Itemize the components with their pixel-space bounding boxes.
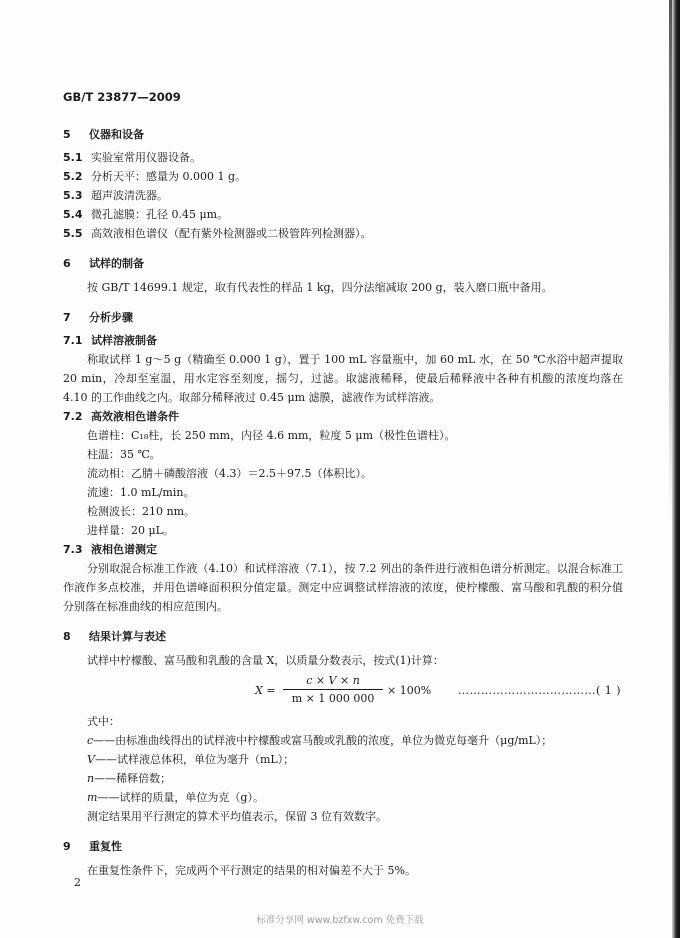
section-7-heading: 7 分析步骤 [63,311,133,324]
watermark: 标准分享网 www.bzfxw.com 免费下载 [256,915,424,926]
hplc-temperature: 柱温：35 ℃。 [87,448,161,461]
section-8-heading: 8 结果计算与表述 [63,630,166,643]
item-5-3: 5.3 超声波清洗器。 [63,189,168,202]
formula-1 [63,672,623,708]
section-6-text: 按 GB/T 14699.1 规定，取有代表性的样品 1 kg，四分法缩减取 200 g，装入磨口瓶中备用。 [87,281,553,294]
item-5-5: 5.5 高效液相色谱仪（配有紫外检测器或二极管阵列检测器）。 [63,227,372,240]
item-5-4: 5.4 微孔滤膜：孔径 0.45 μm。 [63,208,229,221]
result-rule: 测定结果用平行测定的算术平均值表示，保留 3 位有效数字。 [87,810,387,823]
where-label: 式中： [87,715,120,728]
definition-m: m——试样的质量，单位为克（g）。 [87,791,264,804]
hplc-wavelength: 检测波长：210 nm。 [87,505,196,518]
section-5-heading: 5 仪器和设备 [63,128,144,141]
subsection-7-3-heading: 7.3 液相色谱测定 [63,543,157,556]
subsection-7-3-text: 分别取混合标准工作液（4.10）和试样溶液（7.1），按 7.2 列出的条件进行液相色谱分析测定。以混合标准工作液作多点校准，并用色谱峰面积积分值定量。测定中应调整试样溶液的浓度，使柠檬酸、富马酸和乳酸的积分值分别落在标准曲线的相应范围内。 [63,562,623,613]
formula-fraction [283,672,383,707]
item-5-2: 5.2 分析天平：感量为 0.000 1 g。 [63,170,247,183]
formula-lhs: X = [255,684,276,697]
section-9-text: 在重复性条件下，完成两个平行测定的结果的相对偏差不大于 5%。 [87,864,416,877]
scan-edge [672,0,680,938]
standard-number-header: GB/T 23877—2009 [63,90,181,104]
definition-c: c——由标准曲线得出的试样液中柠檬酸或富马酸或乳酸的浓度，单位为微克每毫升（μg/mL）； [87,734,553,747]
formula-suffix: × 100% [387,684,432,697]
hplc-column: 色谱柱：C₁₈柱，长 250 mm，内径 4.6 mm，粒度 5 μm（极性色谱柱）。 [87,429,456,442]
hplc-flow-rate: 流速：1.0 mL/min。 [87,486,195,499]
formula-number: ………………………………( 1 ) [458,684,622,697]
section-6-heading: 6 试样的制备 [63,257,144,270]
item-5-1: 5.1 实验室常用仪器设备。 [63,151,201,164]
section-8-intro: 试样中柠檬酸、富马酸和乳酸的含量 X，以质量分数表示，按式(1)计算： [87,654,444,667]
hplc-injection-volume: 进样量：20 μL。 [87,524,174,537]
definition-n: n——稀释倍数； [87,772,172,785]
section-9-heading: 9 重复性 [63,840,122,853]
document-body [63,125,623,880]
subsection-7-1-heading: 7.1 试样溶液制备 [63,334,157,347]
definition-v: V——试样液总体积，单位为毫升（mL）； [87,753,295,766]
formula-denominator: m × 1 000 000 [291,692,375,705]
formula-numerator: c × V × n [283,672,383,690]
subsection-7-1-text: 称取试样 1 g～5 g（精确至 0.000 1 g），置于 100 mL 容量瓶中，加 60 mL 水，在 50 ℃水浴中超声提取 20 min，冷却至室温，用水定容至刻度，摇匀，过滤。取滤液稀释，使最后稀释液中各种有机酸的浓度均落在 4.10 的工作曲线之内。取部分稀释液过 0.45 μm 滤膜，滤液作为试样溶液。 [63,353,623,404]
subsection-7-2-heading: 7.2 高效液相色谱条件 [63,410,179,423]
page-number: 2 [74,876,81,889]
hplc-mobile-phase: 流动相：乙腈＋磷酸溶液（4.3）＝2.5＋97.5（体积比）。 [87,467,372,480]
